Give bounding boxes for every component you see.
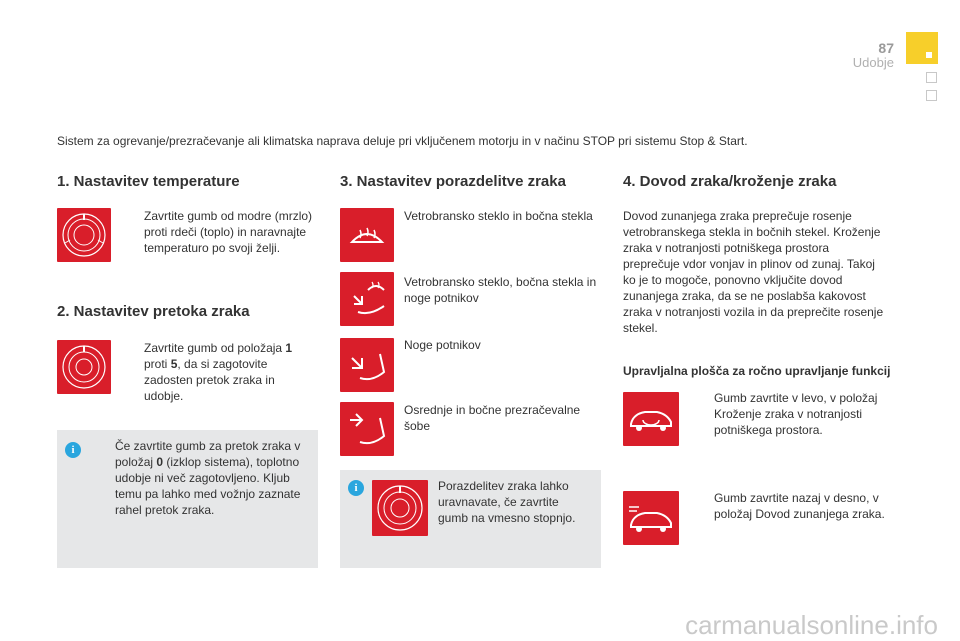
note-text: Porazdelitev zraka lahko uravnavate, če zavrtite gumb na vmesno stopnjo. [438, 479, 576, 525]
section-4-text: Dovod zunanjega zraka preprečuje rosenje vetrobranskega stekla in bočnih stekel. Kroženje zraka v notranjosti potniškega prostora preprečuje vdor vonjav in plinov od zunaj. Takoj ko je to mogoče, ponovno vključite dovod zunanjega zraka, da se ne poslabša kakovost zraka v notranjosti vozila in da preprečite rosenje stekel. [623, 209, 884, 335]
section-2-bullet: Zavrtite gumb od položaja 1 proti 5, da si zagotovite zadosten pretok zraka in udobje. [144, 341, 293, 403]
section-1-bullet: Zavrtite gumb od modre (mrzlo) proti rdeči (toplo) in naravnajte temperaturo po svoji želji. [144, 209, 313, 255]
section-4-bullet: Gumb zavrtite v levo, v položaj Kroženje zraka v notranjosti potniškega prostora. [714, 391, 878, 437]
page-number: 87 [878, 40, 894, 56]
note-text: Če zavrtite gumb za pretok zraka v položaj 0 (izklop sistema), toplotno udobje ni več zagotovljeno. Kljub temu pa lahko med vožnjo zaznate rahel pretok zraka. [115, 439, 301, 517]
distribution-item: Osrednje in bočne prezračevalne šobe [404, 403, 581, 433]
feet-vent-icon [340, 338, 394, 392]
distribution-item: Vetrobransko steklo, bočna stekla in noge potnikov [404, 275, 597, 305]
note-box [57, 430, 318, 568]
temperature-dial-icon [57, 208, 111, 262]
intro-text: Sistem za ogrevanje/prezračevanje ali klimatska naprava deluje pri vključenem motorju in v načinu STOP pri sistemu Stop & Start. [57, 134, 748, 148]
airflow-dial-icon [57, 340, 111, 394]
chapter-title: Udobje [852, 55, 894, 70]
windscreen-feet-icon [340, 272, 394, 326]
distribution-item: Vetrobransko steklo in bočna stekla [404, 209, 593, 223]
section-3-title: 3. Nastavitev porazdelitve zraka [340, 173, 566, 190]
windscreen-demist-icon [340, 208, 394, 262]
note-box [340, 470, 601, 568]
recirculation-car-icon [623, 392, 679, 446]
watermark: carmanualsonline.info [685, 610, 938, 640]
chapter-tab[interactable] [906, 32, 938, 64]
section-2-title: 2. Nastavitev pretoka zraka [57, 303, 250, 320]
info-icon: i [348, 480, 364, 496]
face-vent-icon [340, 402, 394, 456]
info-icon: i [65, 442, 81, 458]
section-4-bullet: Gumb zavrtite nazaj v desno, v položaj Dovod zunanjega zraka. [714, 491, 885, 521]
chapter-marker-box [926, 90, 937, 101]
outside-air-car-icon [623, 491, 679, 545]
section-4-subtitle: Upravljalna plošča za ročno upravljanje funkcij [623, 364, 891, 378]
chapter-marker-box [926, 72, 937, 83]
section-4-title: 4. Dovod zraka/kroženje zraka [623, 173, 837, 190]
distribution-dial-icon [372, 480, 428, 536]
distribution-item: Noge potnikov [404, 338, 481, 352]
section-1-title: 1. Nastavitev temperature [57, 173, 240, 190]
